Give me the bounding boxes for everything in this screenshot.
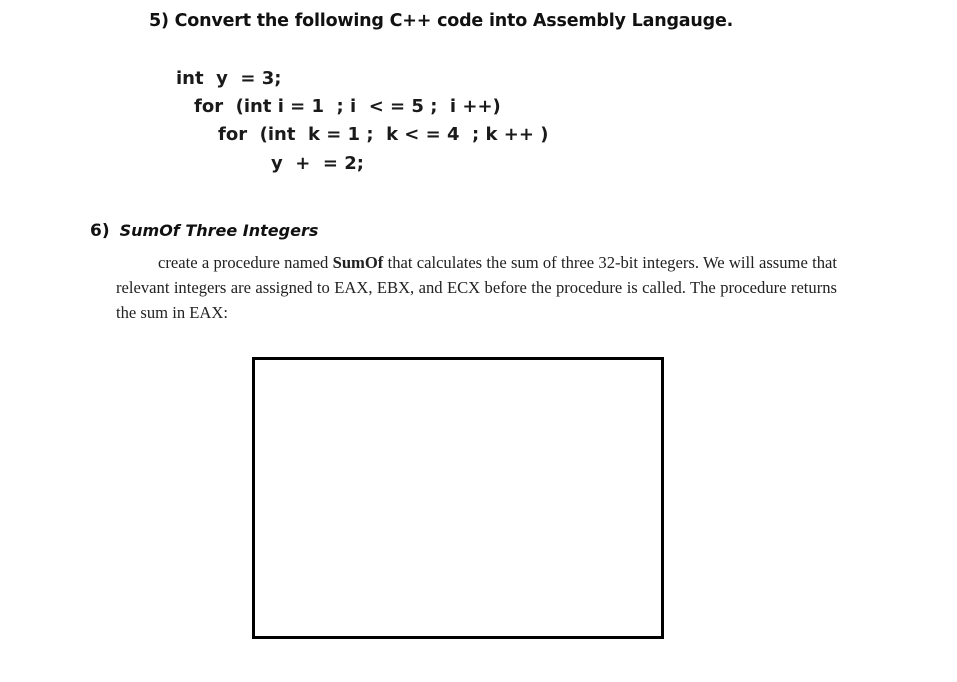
code-line: y + = 2; bbox=[271, 153, 364, 174]
answer-box[interactable] bbox=[252, 357, 664, 639]
paragraph-text: that calculates the sum of three 32-bit integers. We will assume that relevant integers are assigned to EAX, EBX, and ECX before the procedure is called. The procedure returns the sum in EAX: bbox=[116, 253, 837, 322]
code-line: for (int i = 1 ; i < = 5 ; i ++) bbox=[194, 96, 501, 117]
paragraph-text: create a procedure named bbox=[158, 253, 333, 272]
question-title: SumOf Three Integers bbox=[119, 221, 319, 240]
code-line: int y = 3; bbox=[176, 68, 282, 89]
question-5-heading: 5) Convert the following C++ code into Assembly Langauge. bbox=[149, 11, 734, 31]
procedure-name: SumOf bbox=[332, 253, 384, 272]
question-number: 6) bbox=[90, 221, 110, 241]
question-6-paragraph bbox=[116, 250, 837, 325]
question-6-heading bbox=[90, 221, 318, 241]
code-line: for (int k = 1 ; k < = 4 ; k ++ ) bbox=[218, 124, 549, 145]
